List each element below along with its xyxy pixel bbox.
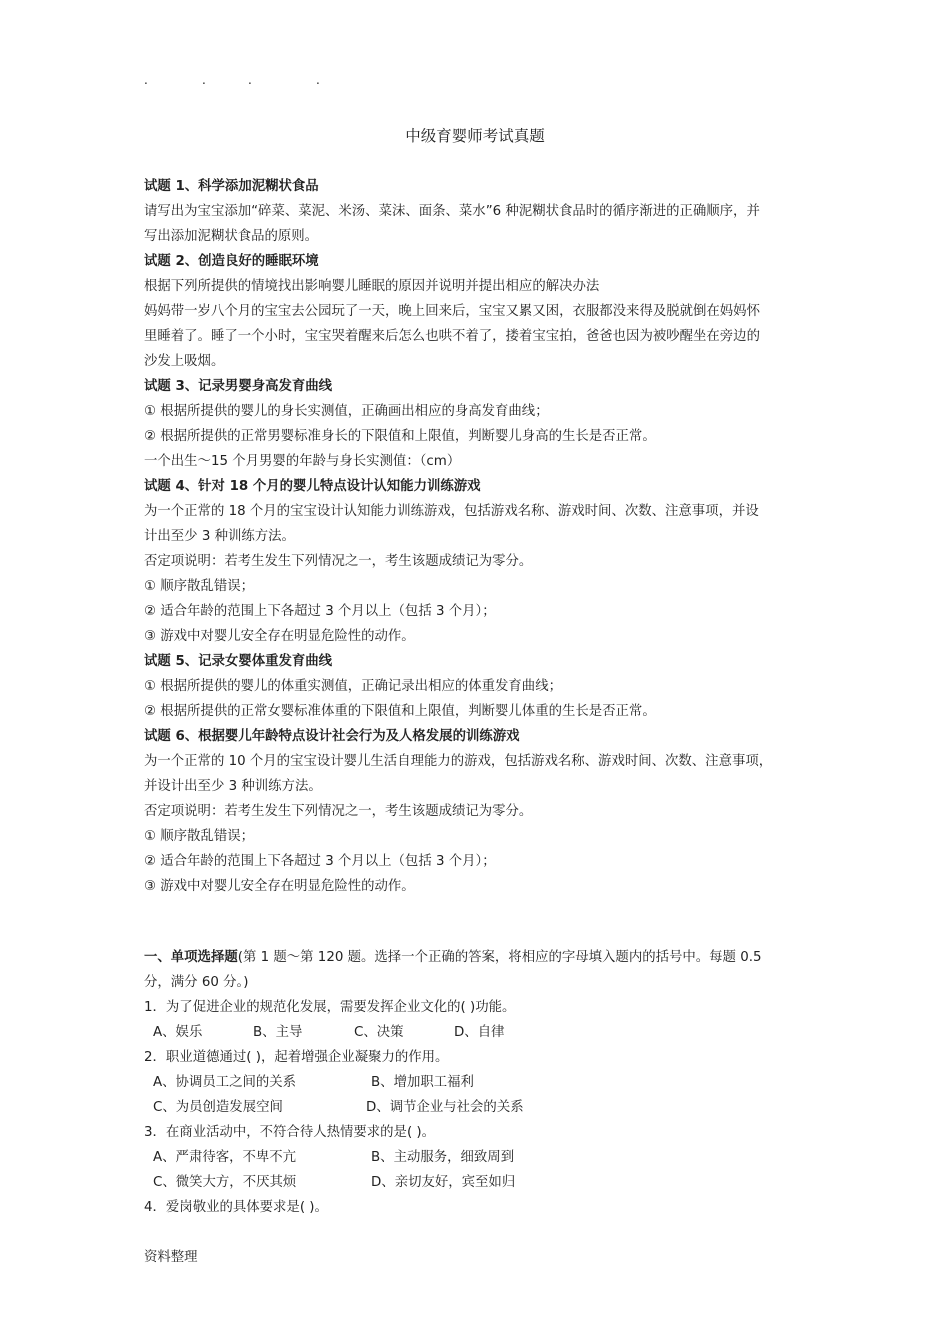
- option-d: D、调节企业与社会的关系: [366, 1100, 524, 1115]
- mc-question-4: 4．爱岗敬业的具体要求是( )。: [144, 1200, 328, 1215]
- header-dot: .: [202, 73, 206, 87]
- question-text: ② 根据所提供的正常男婴标准身长的下限值和上限值，判断婴儿身高的生长是否正常。: [144, 429, 656, 444]
- option-d: D、亲切友好，宾至如归: [371, 1175, 516, 1190]
- mc-options-row: [144, 1170, 824, 1195]
- question-2-heading: 试题 2、创造良好的睡眠环境: [144, 254, 319, 269]
- option-b: B、主动服务，细致周到: [371, 1150, 515, 1165]
- mc-options-row: [144, 1145, 824, 1170]
- mc-options-row: [144, 1020, 824, 1045]
- option-d: D、自律: [454, 1025, 505, 1040]
- question-text: 为一个正常的 10 个月的宝宝设计婴儿生活自理能力的游戏，包括游戏名称、游戏时间、次数、注意事项，: [144, 754, 773, 769]
- header-dot: .: [248, 73, 252, 87]
- header-dots: [144, 72, 444, 88]
- question-text: 否定项说明：若考生发生下列情况之一，考生该题成绩记为零分。: [144, 554, 533, 569]
- question-text: ③ 游戏中对婴儿安全存在明显危险性的动作。: [144, 879, 415, 894]
- multiple-choice-section: [144, 945, 824, 1220]
- option-c: C、微笑大方，不厌其烦: [153, 1175, 297, 1190]
- mc-question-2: 2．职业道德通过( )，起着增强企业凝聚力的作用。: [144, 1050, 449, 1065]
- question-text: ② 根据所提供的正常女婴标准体重的下限值和上限值，判断婴儿体重的生长是否正常。: [144, 704, 656, 719]
- question-text: 写出添加泥糊状食品的原则。: [144, 229, 319, 244]
- question-text: 否定项说明：若考生发生下列情况之一，考生该题成绩记为零分。: [144, 804, 533, 819]
- section-heading-title: 一、单项选择题: [144, 950, 238, 965]
- question-text: 一个出生～15 个月男婴的年龄与身长实测值：（cm）: [144, 454, 461, 469]
- page-title: 中级育婴师考试真题: [405, 127, 545, 145]
- section-heading: [144, 945, 824, 970]
- header-dot: .: [144, 73, 148, 87]
- question-text: ① 顺序散乱错误；: [144, 579, 254, 594]
- mc-options-row: [144, 1095, 824, 1120]
- section-heading-instructions: (第 1 题～第 120 题。选择一个正确的答案，将相应的字母填入题内的括号中。每题 0.5: [237, 950, 762, 965]
- question-4-heading: 试题 4、针对 18 个月的婴儿特点设计认知能力训练游戏: [144, 479, 481, 494]
- question-text: ③ 游戏中对婴儿安全存在明显危险性的动作。: [144, 629, 415, 644]
- question-text: 为一个正常的 18 个月的宝宝设计认知能力训练游戏，包括游戏名称、游戏时间、次数、注意事项，并设: [144, 504, 759, 519]
- option-b: B、主导: [253, 1025, 303, 1040]
- mc-options-row: [144, 1070, 824, 1095]
- question-text: 沙发上吸烟。: [144, 354, 225, 369]
- question-text: 妈妈带一岁八个月的宝宝去公园玩了一天，晚上回来后，宝宝又累又困，衣服都没来得及脱就倒在妈妈怀: [144, 304, 760, 319]
- question-text: 请写出为宝宝添加“碎菜、菜泥、米汤、菜沫、面条、菜水”6 种泥糊状食品时的循序渐进的正确顺序，并: [144, 204, 760, 219]
- question-6-heading: 试题 6、根据婴儿年龄特点设计社会行为及人格发展的训练游戏: [144, 729, 520, 744]
- mc-question-3: 3．在商业活动中，不符合待人热情要求的是( )。: [144, 1125, 436, 1140]
- question-text: ② 适合年龄的范围上下各超过 3 个月以上（包括 3 个月）；: [144, 854, 496, 869]
- question-text: ① 根据所提供的婴儿的身长实测值，正确画出相应的身高发育曲线；: [144, 404, 549, 419]
- question-5-heading: 试题 5、记录女婴体重发育曲线: [144, 654, 333, 669]
- option-b: B、增加职工福利: [371, 1075, 474, 1090]
- mc-question-1: 1．为了促进企业的规范化发展，需要发挥企业文化的( )功能。: [144, 1000, 516, 1015]
- question-text: ① 根据所提供的婴儿的体重实测值，正确记录出相应的体重发育曲线；: [144, 679, 562, 694]
- option-a: A、协调员工之间的关系: [153, 1075, 297, 1090]
- question-text: ② 适合年龄的范围上下各超过 3 个月以上（包括 3 个月）；: [144, 604, 496, 619]
- section-heading-cont: 分，满分 60 分。): [144, 975, 249, 990]
- header-dot: .: [316, 73, 320, 87]
- option-c: C、为员创造发展空间: [153, 1100, 283, 1115]
- practical-questions: [144, 174, 824, 899]
- option-a: A、严肃待客，不卑不亢: [153, 1150, 297, 1165]
- question-text: ① 顺序散乱错误；: [144, 829, 254, 844]
- question-3-heading: 试题 3、记录男婴身高发育曲线: [144, 379, 333, 394]
- page-footer: 资料整理: [144, 1250, 198, 1265]
- question-text: 计出至少 3 种训练方法。: [144, 529, 295, 544]
- question-text: 里睡着了。睡了一个小时，宝宝哭着醒来后怎么也哄不着了，搂着宝宝拍，爸爸也因为被吵醒坐在旁边的: [144, 329, 760, 344]
- question-text: 根据下列所提供的情境找出影响婴儿睡眠的原因并说明并提出相应的解决办法: [144, 279, 600, 294]
- question-text: 并设计出至少 3 种训练方法。: [144, 779, 322, 794]
- option-c: C、决策: [354, 1025, 404, 1040]
- question-1-heading: 试题 1、科学添加泥糊状食品: [144, 179, 319, 194]
- option-a: A、娱乐: [153, 1025, 203, 1040]
